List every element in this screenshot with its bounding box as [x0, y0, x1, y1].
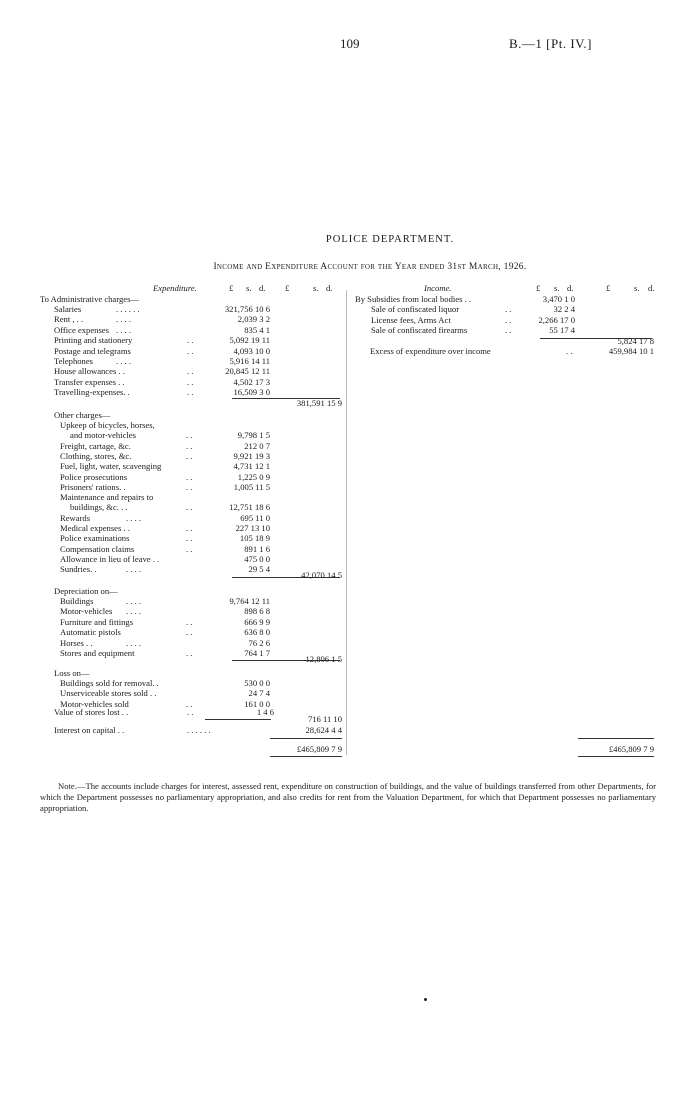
admin-charge-label: Rent , . . [54, 314, 84, 325]
depreciation-label: Buildings [60, 596, 94, 606]
depreciation-label: Stores and equipment [60, 648, 135, 658]
other-charge-label: and motor-vehicles [70, 430, 136, 441]
other-charge-row [60, 544, 280, 554]
admin-charge-dots: . . . . [116, 356, 132, 366]
inc-grand-total: £465,809 7 9 [608, 744, 654, 754]
depreciation-dots: . . . . [126, 596, 142, 606]
other-charge-label: Rewards [60, 512, 91, 523]
admin-charge-dots: . . [187, 376, 194, 387]
other-charge-amount: 4,731 12 1 [233, 461, 270, 472]
other-charge-label: Sundries. . [60, 564, 97, 575]
interest-dots: . . . . . . [187, 725, 211, 735]
admin-charge-amount: 321,756 10 6 [224, 304, 270, 314]
other-charge-row [60, 451, 280, 461]
depreciation-dots: . . [186, 627, 193, 638]
depreciation-dots: . . . . [126, 606, 142, 617]
footnote: Note.—The accounts include charges for interest, assessed rent, expenditure on construction of buildings, and the value of buildings transferred from other Departments, for which the Department possesses no parliamentary appropriation, and also credits for rent from the Valuation Department, for which that Department possesses no parliamentary appropriation. [40, 781, 656, 813]
other-charge-label: buildings, &c. . . [70, 502, 128, 513]
depreciation-label: Horses . . [60, 637, 93, 648]
income-label: Sale of confiscated liquor [371, 304, 460, 315]
admin-charge-label: Printing and stationery [54, 335, 133, 346]
interest-label: Interest on capital . . [54, 725, 125, 735]
other-charge-dots: . . [186, 440, 193, 451]
loss-row [60, 678, 280, 688]
other-charge-label: Clothing, stores, &c. [60, 450, 132, 461]
admin-charge-row [54, 356, 274, 366]
other-charge-amount: 212 0 7 [244, 440, 270, 451]
depreciation-amount: 9,764 12 11 [229, 596, 270, 606]
income-label: By Subsidies from local bodies . . [355, 294, 472, 304]
col-head-d: d. [259, 283, 266, 293]
depreciation-label: Automatic pistols [60, 627, 121, 638]
excess-row [370, 346, 660, 356]
other-charge-label: Allowance in lieu of leave . . [60, 553, 160, 564]
income-row [355, 315, 585, 325]
interest-row [54, 725, 344, 735]
other-charge-row [60, 564, 280, 574]
income-dots: . . [505, 325, 512, 336]
other-charge-amount: 9,921 19 3 [233, 450, 270, 461]
admin-charge-dots: . . . . [116, 314, 132, 325]
loss-label: Loss on— [54, 668, 90, 678]
other-charge-label: Prisoners' rations. . [60, 481, 126, 492]
income-subtotal-amount: 5,824 17 8 [617, 336, 654, 346]
admin-charge-dots: . . [187, 345, 194, 356]
value-stores-lost-label: Value of stores lost . . [54, 707, 129, 717]
other-charge-dots: . . [186, 450, 193, 461]
income-col-d: d. [567, 283, 574, 293]
report-reference: B.—1 [Pt. IV.] [509, 36, 592, 51]
admin-charge-row [54, 346, 274, 356]
admin-charge-dots: . . [187, 366, 194, 377]
other-total-amount: 42,070 14 5 [301, 570, 342, 580]
other-charge-label: Maintenance and repairs to [60, 492, 154, 503]
other-charge-dots: . . [186, 481, 193, 492]
income-amount: 55 17 4 [549, 325, 575, 336]
expenditure-heading: Expenditure. [153, 283, 197, 293]
loss-amount: 530 0 0 [244, 678, 270, 688]
other-charge-label: Fuel, light, water, scavenging [60, 461, 162, 472]
income-amount: 2,266 17 0 [538, 314, 575, 325]
admin-charge-label: House allowances . . [54, 366, 125, 377]
other-charge-row [60, 482, 280, 492]
income-label: Sale of confiscated firearms [371, 325, 468, 336]
inc-grand-rule-top [578, 738, 654, 739]
other-charge-amount: 29 5 4 [248, 564, 270, 575]
exp-grand-rule-bottom [270, 756, 342, 757]
admin-charge-amount: 20,845 12 11 [225, 366, 270, 377]
value-stores-lost-amount: 1 4 6 [256, 707, 274, 717]
admin-charge-amount: 5,916 14 11 [229, 356, 270, 366]
loss-amount: 161 0 0 [244, 698, 270, 709]
exp-grand-total: £465,809 7 9 [296, 744, 342, 754]
loss-label: Unserviceable stores sold . . [60, 688, 157, 699]
loss-label: Buildings sold for removal. . [60, 678, 159, 688]
income-amount: 32 2 4 [553, 304, 575, 315]
admin-charge-amount: 2,039 3 2 [237, 314, 270, 325]
col-head-d-total: d. [326, 283, 333, 293]
other-charge-row [60, 441, 280, 451]
page-title: POLICE DEPARTMENT. [325, 234, 455, 245]
other-charge-dots: . . [186, 543, 193, 554]
depreciation-amount: 666 9 9 [244, 616, 270, 627]
other-charge-amount: 475 0 0 [244, 553, 270, 564]
loss-amount: 24 7 4 [248, 688, 270, 699]
other-charge-amount: 105 18 9 [239, 533, 270, 544]
admin-charge-amount: 5,092 19 11 [229, 335, 270, 346]
other-charge-row [60, 513, 280, 523]
other-charge-amount: 695 11 0 [240, 512, 270, 523]
col-head-s-total: s. [313, 283, 319, 293]
admin-charge-dots: . . . . . . [116, 304, 140, 314]
admin-charge-label: Office expenses [54, 324, 109, 335]
other-charge-label: Upkeep of bicycles, horses, [60, 420, 155, 430]
interest-amount: 28,624 4 4 [305, 725, 342, 735]
admin-charges-label: To Administrative charges— [40, 294, 140, 304]
other-charge-row [60, 554, 280, 564]
other-charge-row [60, 420, 280, 430]
depreciation-row [60, 617, 280, 627]
other-charge-amount: 1,005 11 5 [233, 481, 270, 492]
income-col-pound-total: £ [606, 283, 611, 293]
depreciation-label: Depreciation on— [54, 586, 118, 596]
other-charges-label: Other charges— [54, 410, 111, 420]
depreciation-amount: 636 8 0 [244, 627, 270, 638]
other-charge-label: Freight, cartage, &c. [60, 440, 131, 451]
income-col-d-total: d. [648, 283, 655, 293]
income-col-pound: £ [536, 283, 541, 293]
depreciation-row [60, 627, 280, 637]
inc-grand-rule-bottom [578, 756, 654, 757]
admin-charge-amount: 835 4 1 [244, 324, 270, 335]
depreciation-amount: 898 6 8 [244, 606, 270, 617]
admin-charge-label: Telephones [54, 356, 94, 366]
admin-charge-amount: 4,502 17 3 [233, 376, 270, 387]
stray-dot [424, 998, 427, 1001]
other-charge-dots: . . . . [126, 564, 142, 575]
excess-amount: 459,984 10 1 [608, 346, 654, 356]
other-charge-amount: 1,225 0 9 [237, 471, 270, 482]
dep-total-amount: 12,806 1 5 [305, 654, 342, 664]
other-charge-amount: 9,798 1 5 [237, 430, 270, 441]
depreciation-label: Motor-vehicles [60, 606, 113, 617]
other-charge-amount: 12,751 18 6 [229, 502, 270, 513]
other-charge-row [60, 533, 280, 543]
admin-charge-dots: . . [187, 387, 194, 398]
admin-charge-row [54, 304, 274, 314]
admin-charge-amount: 16,509 3 0 [233, 387, 270, 398]
depreciation-dots: . . [186, 648, 193, 658]
other-charge-dots: . . . . [126, 512, 142, 523]
admin-charge-dots: . . [187, 335, 194, 346]
depreciation-label: Furniture and fittings [60, 616, 134, 627]
admin-charge-row [54, 377, 274, 387]
admin-charge-row [54, 335, 274, 345]
income-dots: . . [505, 314, 512, 325]
excess-label: Excess of expenditure over income [370, 346, 491, 356]
value-stores-lost-row [54, 707, 274, 717]
depreciation-row [60, 648, 280, 658]
loss-dots: . . [186, 698, 193, 709]
other-charge-dots: . . [186, 471, 193, 482]
admin-charge-row [54, 314, 274, 324]
income-dots: . . [505, 304, 512, 315]
income-col-s: s. [554, 283, 560, 293]
admin-charge-amount: 4,093 10 0 [233, 345, 270, 356]
page-number: 109 [340, 36, 360, 51]
admin-total-amount: 381,591 15 9 [296, 398, 342, 408]
loss-label: Motor-vehicles sold [60, 698, 129, 709]
excess-dots: . . [566, 346, 573, 356]
depreciation-amount: 764 1 7 [244, 648, 270, 658]
loss-total-amount: 716 11 10 [307, 714, 342, 724]
admin-charge-label: Transfer expenses . . [54, 376, 125, 387]
income-row [355, 325, 585, 335]
depreciation-row [60, 596, 280, 606]
loss-row [60, 688, 280, 698]
other-charge-row [60, 430, 280, 440]
income-heading: Income. [424, 283, 452, 293]
depreciation-dots: . . [186, 616, 193, 627]
income-amount: 3,470 1 0 [542, 294, 575, 304]
other-charge-label: Compensation claims [60, 543, 135, 554]
other-charge-row [60, 523, 280, 533]
column-divider [346, 290, 347, 755]
depreciation-amount: 76 2 6 [248, 637, 270, 648]
col-head-s: s. [246, 283, 252, 293]
other-charge-dots: . . [186, 533, 193, 544]
col-head-pound-total: £ [285, 283, 290, 293]
admin-charge-label: Postage and telegrams [54, 345, 131, 356]
admin-charge-row [54, 387, 274, 397]
depreciation-row [60, 606, 280, 616]
other-charge-amount: 891 1 6 [244, 543, 270, 554]
depreciation-row [60, 638, 280, 648]
income-col-s-total: s. [634, 283, 640, 293]
other-charge-dots: . . [186, 523, 193, 533]
other-charge-label: Police prosecutions [60, 471, 128, 482]
other-charge-label: Police examinations [60, 533, 130, 544]
admin-charge-row [54, 325, 274, 335]
col-head-pound: £ [229, 283, 234, 293]
admin-charge-row [54, 366, 274, 376]
page-subtitle: Income and Expenditure Account for the Year ended 31st March, 1926. [213, 262, 527, 272]
income-label: License fees, Arms Act [371, 314, 451, 325]
other-charge-row [60, 492, 280, 502]
admin-charge-label: Travelling-expenses. . [54, 387, 130, 398]
other-charge-label: Medical expenses . . [60, 523, 130, 533]
other-charge-row [60, 472, 280, 482]
other-charge-amount: 227 13 10 [235, 523, 270, 533]
depreciation-dots: . . . . [126, 637, 142, 648]
other-charge-dots: . . [186, 430, 193, 441]
income-row [355, 304, 585, 314]
admin-charge-label: Salaries [54, 304, 82, 314]
other-charge-row [60, 502, 280, 512]
other-charge-row [60, 461, 280, 471]
admin-charge-dots: . . . . [116, 324, 132, 335]
value-stores-lost-dots: . . [187, 707, 194, 717]
exp-grand-rule-top [270, 738, 342, 739]
income-row [355, 294, 585, 304]
other-charge-dots: . . [186, 502, 193, 513]
